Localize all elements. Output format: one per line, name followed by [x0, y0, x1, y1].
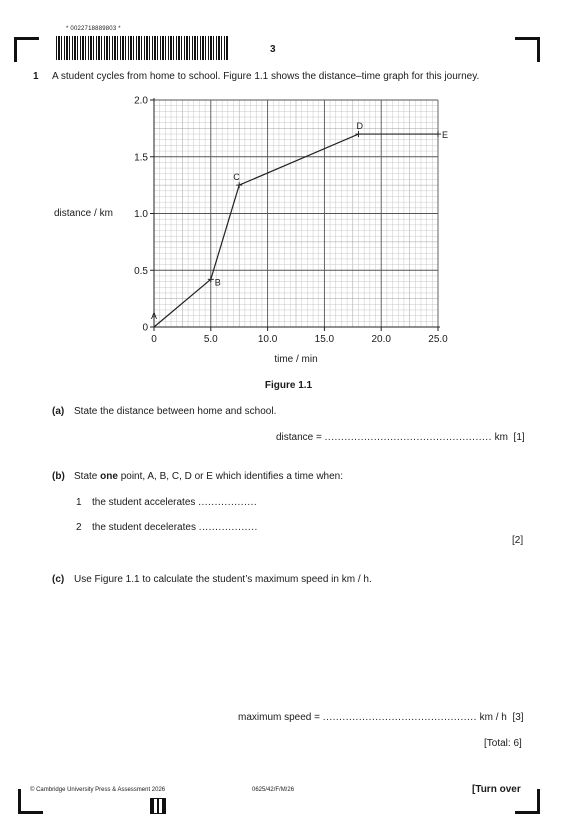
- point-label-A: A: [151, 311, 158, 321]
- part-b-item-2-answer[interactable]: ..................: [198, 522, 258, 533]
- y-tick-label: 0: [142, 322, 148, 334]
- part-c-answer-prefix: maximum speed =: [238, 712, 320, 723]
- part-b-item-2-text: the student decelerates: [92, 522, 196, 533]
- total-marks: [Total: 6]: [484, 738, 522, 749]
- point-label-E: E: [442, 130, 449, 141]
- part-b-item-1: [76, 497, 257, 508]
- part-b-item-1-answer[interactable]: ..................: [198, 497, 258, 508]
- part-b-question: [52, 471, 343, 482]
- part-a-marks: [1]: [513, 432, 525, 443]
- barcode-number: * 0022718889803 *: [66, 26, 121, 32]
- y-tick-label: 2.0: [134, 95, 148, 107]
- part-a-question: [52, 406, 276, 417]
- x-tick-label: 5.0: [203, 334, 218, 345]
- question-intro: A student cycles from home to school. Figure 1.1 shows the distance–time graph for this journey.: [52, 71, 480, 82]
- y-tick-label: 0.5: [134, 265, 148, 277]
- part-c-text: Use Figure 1.1 to calculate the student’s maximum speed in km / h.: [74, 574, 372, 585]
- part-a-answer-prefix: distance =: [276, 432, 322, 443]
- x-axis-label: time / min: [274, 354, 318, 365]
- part-a-answer-field[interactable]: ...................................................: [324, 432, 492, 443]
- x-tick-label: 20.0: [371, 334, 391, 345]
- part-c-label: (c): [52, 574, 65, 585]
- footer-copyright: © Cambridge University Press & Assessment 2026: [30, 787, 166, 793]
- corner-mark-top-left: [14, 37, 39, 62]
- turn-over-label: [Turn over: [472, 784, 521, 795]
- part-b-label: (b): [52, 471, 65, 482]
- part-b-item-2: [76, 522, 258, 533]
- part-c-question: [52, 574, 372, 585]
- part-b-text-post: point, A, B, C, D or E which identifies a time when:: [117, 471, 344, 482]
- qr-code: [150, 798, 166, 814]
- figure-caption: Figure 1.1: [264, 380, 313, 391]
- y-axis-label: distance / km: [54, 208, 113, 219]
- point-label-D: D: [356, 121, 363, 132]
- part-b-text-pre: State: [74, 471, 101, 482]
- part-c-answer-field[interactable]: ...............................................: [322, 712, 477, 723]
- question-number: 1: [33, 71, 39, 82]
- graph-svg: [40, 88, 520, 370]
- barcode: [56, 36, 228, 60]
- part-b-item-2-num: 2: [76, 522, 82, 533]
- part-a-unit: km: [494, 432, 508, 443]
- y-tick-label: 1.0: [134, 209, 148, 220]
- part-b-item-1-text: the student accelerates: [92, 497, 196, 508]
- x-tick-label: 10.0: [257, 334, 278, 345]
- part-b-text-bold: one: [100, 471, 118, 482]
- distance-time-graph: [40, 88, 520, 370]
- part-a-text: State the distance between home and school.: [74, 406, 277, 417]
- part-c-unit: km / h: [479, 712, 507, 723]
- part-b-item-1-num: 1: [76, 497, 82, 508]
- point-label-C: C: [233, 172, 240, 183]
- part-c-answer-line[interactable]: [238, 712, 524, 723]
- y-tick-label: 1.5: [134, 152, 148, 164]
- x-tick-label: 25.0: [428, 334, 448, 345]
- page-number: 3: [270, 44, 276, 55]
- part-b-marks: [2]: [512, 535, 524, 546]
- part-a-label: (a): [52, 406, 65, 417]
- point-label-B: B: [214, 277, 221, 288]
- corner-mark-top-right: [515, 37, 540, 62]
- footer-paper-code: 0625/42/F/M/26: [252, 787, 295, 793]
- x-tick-label: 0: [151, 334, 157, 345]
- x-tick-label: 15.0: [314, 334, 335, 345]
- part-a-answer-line[interactable]: [276, 432, 525, 443]
- part-c-marks: [3]: [512, 712, 524, 723]
